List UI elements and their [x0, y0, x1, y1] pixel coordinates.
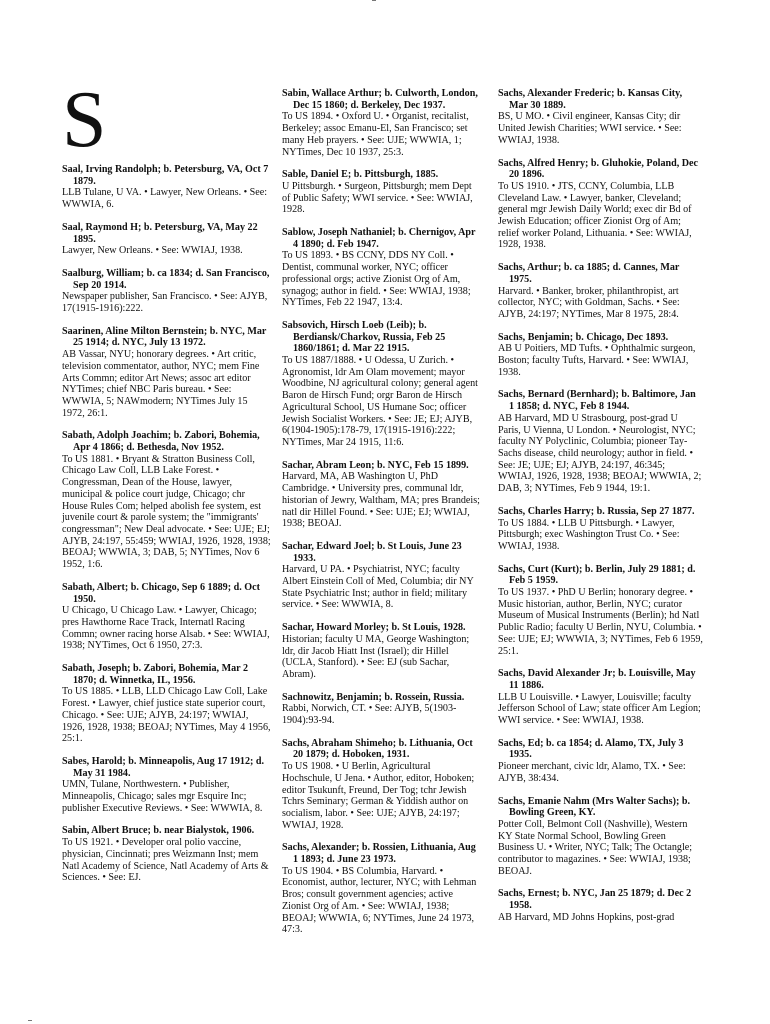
entry — [498, 668, 703, 727]
entry-heading: Saal, Irving Randolph; b. Petersburg, VA, Oct 7 1879. — [62, 164, 269, 187]
entry-heading: Sachs, Ernest; b. NYC, Jan 25 1879; d. Dec 2 1958. — [498, 888, 692, 912]
entry-heading: Sable, Daniel E; b. Pittsburgh, 1885. — [282, 169, 439, 181]
entry-heading: Sachs, David Alexander Jr; b. Louisville, May 11 1886. — [498, 668, 696, 691]
entry-text: UMN, Tulane, Northwestern. • Publisher, Minneapolis, Chicago; sales mgr Esquire Inc; publisher Executive Reviews. • See: WWWIA, 8. — [62, 779, 263, 814]
entry — [498, 158, 703, 252]
entry-heading: Sachs, Alfred Henry; b. Gluhokie, Poland, Dec 20 1896. — [498, 157, 699, 181]
entry — [498, 88, 703, 147]
entry-text: To US 1937. • PhD U Berlin; honorary degree. • Music historian, author, Berlin, NYC; curator Museum of Musical Instruments (Berlin); hd Natl Public Radio; faculty U Berlin, NYU, Columbia. • See: UJE; EJ; WWWIA, 3; NYTimes, Feb 6 1959, 25:1. — [498, 587, 703, 657]
entry-heading: Saarinen, Aline Milton Bernstein; b. NYC, Mar 25 1914; d. NYC, July 13 1972. — [62, 325, 267, 349]
entry-heading: Saal, Raymond H; b. Petersburg, VA, May 22 1895. — [62, 221, 258, 245]
entry-heading: Sachs, Bernard (Bernhard); b. Baltimore, Jan 1 1858; d. NYC, Feb 8 1944. — [498, 389, 696, 413]
scan-mark-bottom — [28, 1020, 32, 1021]
entry-text: To US 1884. • LLB U Pittsburgh. • Lawyer, Pittsburgh; exec Washington Trust Co. • See: WWIAJ, 1938. — [498, 517, 680, 552]
entry — [62, 663, 272, 745]
entry-text: LLB Tulane, U VA. • Lawyer, New Orleans. • See: WWWIA, 6. — [62, 187, 268, 211]
entry — [498, 564, 703, 658]
entry-heading: Sachs, Arthur; b. ca 1885; d. Cannes, Mar 1975. — [498, 262, 680, 285]
entry-heading: Sachs, Alexander; b. Rossien, Lithuania, Aug 1 1893; d. June 23 1973. — [282, 842, 476, 866]
entry-text: To US 1887/1888. • U Odessa, U Zurich. • Agronomist, ldr Am Olam movement; mayor Woodbine, NJ agricultural colony; general agent Baron de Hirsch Fund; orgr Baron de Hirsch Agricultural School, US Humane Soc; officer Jewish Socialist Workers. • See: JE; EJ; AJYB, 6(1904-1905):178-79, 17(1915-1916):222; NYTimes, Mar 24 1915, 11:6. — [282, 355, 478, 448]
entry-text: Harvard. • Banker, broker, philanthropist, art collector, NYC; with Goldman, Sachs. • See: AJYB, 24:197; NYTimes, Mar 8 1975, 28:4. — [498, 285, 680, 320]
entry-text: To US 1910. • JTS, CCNY, Columbia, LLB Cleveland Law. • Lawyer, banker, Cleveland; general mgr Jewish Daily World; exec dir Bd of Jewish Education; officer Zionist Org of Am; relief worker Poland, Lithuania. • See: WWIAJ, 1928, 1938. — [498, 180, 692, 251]
entry-heading: Saalburg, William; b. ca 1834; d. San Francisco, Sep 20 1914. — [62, 267, 270, 291]
entry-text: Pioneer merchant, civic ldr, Alamo, TX. • See: AJYB, 38:434. — [498, 761, 686, 784]
entry — [282, 541, 482, 611]
entry-text: To US 1908. • U Berlin, Agricultural Hochschule, U Jena. • Author, editor, Hoboken; editor Tsukunft, Freund, Der Tog; tchr Jewish Tchrs Seminary; German & Yiddish author on socialism, labor. • See: UJE; AJYB, 24:197; WWIAJ, 1928. — [282, 761, 475, 831]
entry-text: Potter Coll, Belmont Coll (Nashville), Western KY State Normal School, Bowling Green Business U. • Writer, NYC; Talk; The Octangle; contributor to magazines. • See: WWIAJ, 1938; BEOAJ. — [498, 818, 693, 877]
entry-text: AB Harvard, MD Johns Hopkins, post-grad — [498, 911, 675, 923]
entry-heading: Sachar, Edward Joel; b. St Louis, June 23 1933. — [282, 540, 462, 564]
entry — [62, 222, 272, 257]
entry — [498, 506, 703, 553]
entry — [498, 332, 703, 379]
entry — [62, 582, 272, 652]
entry-text: Harvard, MA, AB Washington U, PhD Cambridge. • University pres, communal ldr, historian of Jewry, Waltham, MA; pres Brandeis; natl dir Hillel Found. • See: UJE; EJ; WWIAJ, 1938; BEOAJ. — [282, 471, 480, 530]
entry-heading: Sachnowitz, Benjamin; b. Rossein, Russia. — [282, 691, 465, 703]
column-1 — [62, 164, 272, 895]
column-3 — [498, 88, 703, 935]
scan-mark-top — [372, 0, 376, 1]
entry-text: To US 1904. • BS Columbia, Harvard. • Economist, author, lecturer, NYC; with Lehman Bros; consult government agencies; active Zionist Org of Am. • See: WWIAJ, 1938; BEOAJ; WWWIA, 6; NYTimes, June 24 1973, 47:3. — [282, 865, 477, 936]
entry — [62, 268, 272, 315]
entry — [282, 460, 482, 530]
entry-text: U Pittsburgh. • Surgeon, Pittsburgh; mem Dept of Public Safety; WWI service. • See: WWIAJ, 1928. — [282, 180, 473, 216]
entry — [282, 842, 482, 936]
entry — [282, 692, 482, 727]
entry-heading: Sachs, Ed; b. ca 1854; d. Alamo, TX, July 3 1935. — [498, 737, 684, 761]
entry — [62, 756, 272, 815]
entry-heading: Sachar, Howard Morley; b. St Louis, 1928. — [282, 622, 466, 634]
entry-heading: Sachs, Abraham Shimeho; b. Lithuania, Oct 20 1879; d. Hoboken, 1931. — [282, 737, 473, 761]
entry-text: To US 1894. • Oxford U. • Organist, recitalist, Berkeley; assoc Emanu-El, San Francisco; set many Heb prayers. • See: UJE; WWWIA, 1; NYTimes, Dec 10 1937, 25:3. — [282, 111, 469, 158]
entry-text: Newspaper publisher, San Francisco. • See: AJYB, 17(1915-1916):222. — [62, 291, 268, 315]
entry — [498, 262, 703, 321]
entry-heading: Sabes, Harold; b. Minneapolis, Aug 17 1912; d. May 31 1984. — [62, 755, 265, 779]
entry-heading: Sabin, Wallace Arthur; b. Culworth, London, Dec 15 1860; d. Berkeley, Dec 1937. — [282, 88, 478, 111]
entry-heading: Sabsovich, Hirsch Loeb (Leib); b. Berdiansk/Charkov, Russia, Feb 25 1860/1861; d. Mar 22 1915. — [282, 319, 446, 355]
column-2 — [282, 88, 482, 947]
entry-heading: Sabin, Albert Bruce; b. near Bialystok, 1906. — [62, 825, 255, 837]
entry — [282, 169, 482, 216]
entry-heading: Sachs, Benjamin; b. Chicago, Dec 1893. — [498, 331, 669, 343]
entry-text: AB Harvard, MD U Strasbourg, post-grad U Paris, U Vienna, U London. • Neurologist, NYC; faculty NY Polyclinic, Columbia; pioneer Tay-Sachs disease, child neurology; author in field. • See: JE; UJE; EJ; AJYB, 24:197, 46:345; WWIAJ, 1926, 1928, 1938; BEOAJ; WWWIA, 2; DAB, 3; NYTimes, Feb 9 1944, 19:1. — [498, 412, 702, 495]
entry — [282, 320, 482, 449]
section-letter: S — [62, 76, 107, 164]
entry — [62, 164, 272, 211]
entry-text: To US 1885. • LLB, LLD Chicago Law Coll, Lake Forest. • Lawyer, chief justice state superior court, Chicago. • See: UJE; AJYB, 24:197; WWIAJ, 1926, 1928, 1938; BEOAJ; NYTimes, May 4 1956, 25:1. — [62, 686, 271, 745]
entry-text: Harvard, U PA. • Psychiatrist, NYC; faculty Albert Einstein Coll of Med, Columbia; dir NY State Psychiatric Inst; author in field; military service. • See: WWWIA, 8. — [282, 564, 474, 611]
entry-text: AB Vassar, NYU; honorary degrees. • Art critic, television commentator, author, NYC; mem Fine Arts Commn; editor Art News; assoc art editor NYTimes; chief NBC Paris bureau. • See: WWWIA, 5; NAWmodern; NYTimes July 15 1972, 26:1. — [62, 349, 260, 419]
entry — [282, 622, 482, 681]
entry — [282, 88, 482, 158]
entry-text: AB U Poitiers, MD Tufts. • Ophthalmic surgeon, Boston; faculty Tufts, Harvard. • See: WWIAJ, 1938. — [498, 343, 696, 378]
entry-heading: Sablow, Joseph Nathaniel; b. Chernigov, Apr 4 1890; d. Feb 1947. — [282, 227, 476, 250]
entry-heading: Sabath, Adolph Joachim; b. Zabori, Bohemia, Apr 4 1866; d. Bethesda, Nov 1952. — [62, 430, 260, 454]
entry — [498, 738, 703, 785]
entry-heading: Sabath, Albert; b. Chicago, Sep 6 1889; d. Oct 1950. — [62, 581, 260, 605]
entry-heading: Sachs, Curt (Kurt); b. Berlin, July 29 1881; d. Feb 5 1959. — [498, 563, 696, 587]
entry-text: LLB U Louisville. • Lawyer, Louisville; faculty Jefferson School of Law; state officer Am Legion; WWI service. • See: WWIAJ, 1938. — [498, 691, 701, 727]
entry-heading: Sachs, Alexander Frederic; b. Kansas City, Mar 30 1889. — [498, 88, 683, 111]
entry — [498, 888, 703, 923]
entry-text: U Chicago, U Chicago Law. • Lawyer, Chicago; pres Hawthorne Race Track, Internatl Racing Commn; owner racing horse Alsab. • See: WWIAJ, 1938; NYTimes, Oct 6 1950, 27:3. — [62, 605, 270, 652]
entry-text: To US 1881. • Bryant & Stratton Business Coll, Chicago Law Coll, LLB Lake Forest. • Congressman, Dean of the House, lawyer, municipal & police court judge, Chicago; chr House Rules Com; helped abolish fee system, est juvenile court & parole system; the "immigrants' congressman"; New Deal advocate. • See: UJE; EJ; AJYB, 24:197, 55:459; WWIAJ, 1926, 1928, 1938; BEOAJ; WWWIA, 3; DAB, 5; NYTimes, Nov 6 1952, 1:6. — [62, 453, 271, 571]
entry — [62, 825, 272, 884]
entry-text: BS, U MO. • Civil engineer, Kansas City; dir United Jewish Charities; WWI service. • See: WWIAJ, 1938. — [498, 111, 682, 146]
entry — [498, 796, 703, 878]
entry-text: Lawyer, New Orleans. • See: WWIAJ, 1938. — [62, 245, 243, 257]
entry — [282, 738, 482, 832]
entry-text: Rabbi, Norwich, CT. • See: AJYB, 5(1903-1904):93-94. — [282, 703, 457, 727]
entry-heading: Sachs, Charles Harry; b. Russia, Sep 27 1877. — [498, 505, 695, 517]
entry-text: Historian; faculty U MA, George Washington; ldr, dir Jacob Hiatt Inst (Israel); dir Hillel (UCLA, Stanford). • See: EJ (sub Sachar, Abram). — [282, 633, 470, 680]
entry — [62, 326, 272, 420]
entry-heading: Sachar, Abram Leon; b. NYC, Feb 15 1899. — [282, 459, 469, 471]
entry-text: To US 1921. • Developer oral polio vaccine, physician, Cincinnati; pres Weizmann Inst; mem Natl Academy of Science, Natl Academy of Arts & Sciences. • See: EJ. — [62, 837, 269, 884]
entry-text: To US 1893. • BS CCNY, DDS NY Coll. • Dentist, communal worker, NYC; officer professional orgs; active Zionist Org of Am, synagog; author in field. • See: WWIAJ, 1938; NYTimes, Feb 22 1947, 13:4. — [282, 250, 471, 309]
entry — [62, 430, 272, 570]
entry-heading: Sabath, Joseph; b. Zabori, Bohemia, Mar 2 1870; d. Winnetka, IL, 1956. — [62, 663, 249, 686]
entry — [498, 389, 703, 494]
entry — [282, 227, 482, 309]
entry-heading: Sachs, Emanie Nahm (Mrs Walter Sachs); b. Bowling Green, KY. — [498, 795, 690, 819]
